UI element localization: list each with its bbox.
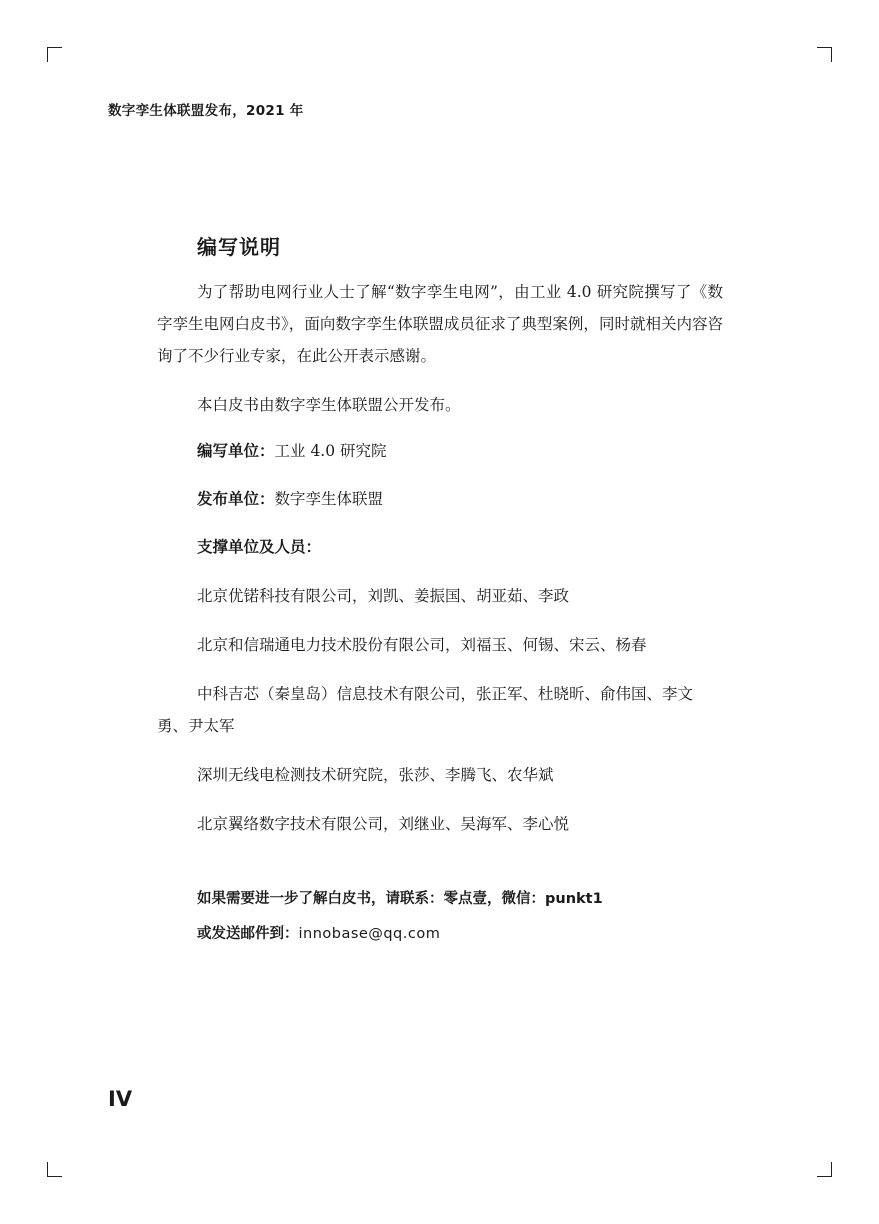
list-item: 北京和信瑞通电力技术股份有限公司，刘福玉、何锡、宋云、杨春 [197, 636, 647, 654]
release-paragraph: 本白皮书由数字孪生体联盟公开发布。 [197, 396, 461, 414]
list-item: 北京翼络数字技术有限公司，刘继业、吴海军、李心悦 [197, 815, 570, 833]
support-units-title: 支撑单位及人员： [197, 538, 322, 556]
section-title: 编写说明 [197, 235, 281, 259]
support-units-list [157, 580, 723, 857]
intro-paragraph: 为了帮助电网行业人士了解“数字孪生电网”，由工业 4.0 研究院撰写了《数字孪生电网白皮书》，面向数字孪生体联盟成员征求了典型案例，同时就相关内容咨询了不少行业专家，在此公开表示感谢。 [157, 283, 723, 365]
list-item: 中科吉芯（秦皇岛）信息技术有限公司，张正军、杜晓昕、俞伟国、李文勇、尹太军 [157, 685, 694, 735]
crop-mark-top-right [817, 47, 832, 62]
contact-email-line [197, 922, 440, 943]
contact-email-address[interactable]: innobase@qq.com [298, 926, 441, 942]
crop-mark-bottom-left [47, 1162, 62, 1177]
authoring-unit-label: 编写单位： [197, 442, 275, 460]
publisher-label: 发布单位： [197, 490, 275, 508]
authoring-unit-row [197, 439, 387, 461]
crop-mark-bottom-right [817, 1162, 832, 1177]
list-item: 北京优锘科技有限公司，刘凯、姜振国、胡亚茹、李政 [197, 587, 570, 605]
page-number: IV [108, 1087, 133, 1111]
list-item: 深圳无线电检测技术研究院，张莎、李腾飞、农华斌 [197, 766, 554, 784]
contact-wechat-line: 如果需要进一步了解白皮书，请联系：零点壹，微信：punkt1 [197, 891, 603, 907]
running-header: 数字孪生体联盟发布，2021 年 [108, 103, 304, 119]
crop-mark-top-left [47, 47, 62, 62]
publisher-row [197, 487, 383, 509]
authoring-unit-value: 工业 4.0 研究院 [274, 442, 387, 460]
contact-email-label: 或发送邮件到： [197, 926, 299, 942]
publisher-value: 数字孪生体联盟 [274, 490, 384, 508]
